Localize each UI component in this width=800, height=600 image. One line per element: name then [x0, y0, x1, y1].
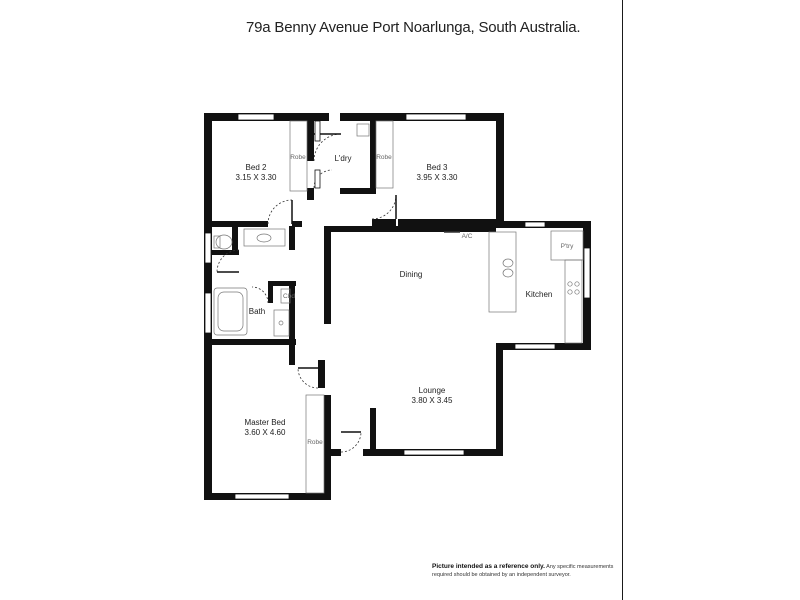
bed3-robe-label: Robe: [376, 154, 392, 161]
master-bed-size: 3.60 X 4.60: [244, 428, 286, 437]
disclaimer-rest: Any specific measurements required should be obtained by an independent surveyor.: [432, 564, 614, 578]
pantry-label: P'try: [560, 243, 574, 250]
laundry-label: L'dry: [334, 154, 352, 163]
floor-plan-title: 79a Benny Avenue Port Noarlunga, South Australia.: [246, 19, 581, 36]
bath-label: Bath: [248, 307, 266, 316]
bed3-label: Bed 3: [426, 163, 448, 172]
room-labels: [236, 154, 575, 446]
bed2-size: 3.15 X 3.30: [235, 173, 277, 182]
ac-label: A/C: [461, 233, 473, 240]
master-robe-label: Robe: [307, 439, 323, 446]
master-bed-label: Master Bed: [244, 418, 286, 427]
bed2-robe-label: Robe: [290, 154, 306, 161]
disclaimer: [432, 563, 617, 579]
dining-label: Dining: [399, 270, 423, 279]
lounge-label: Lounge: [418, 386, 446, 395]
disclaimer-bold: Picture intended as a reference only.: [432, 563, 545, 570]
lounge-size: 3.80 X 3.45: [411, 396, 453, 405]
cupboard-label: Cbd: [283, 293, 295, 300]
bed3-size: 3.95 X 3.30: [416, 173, 458, 182]
bed2-label: Bed 2: [245, 163, 267, 172]
kitchen-label: Kitchen: [525, 290, 553, 299]
